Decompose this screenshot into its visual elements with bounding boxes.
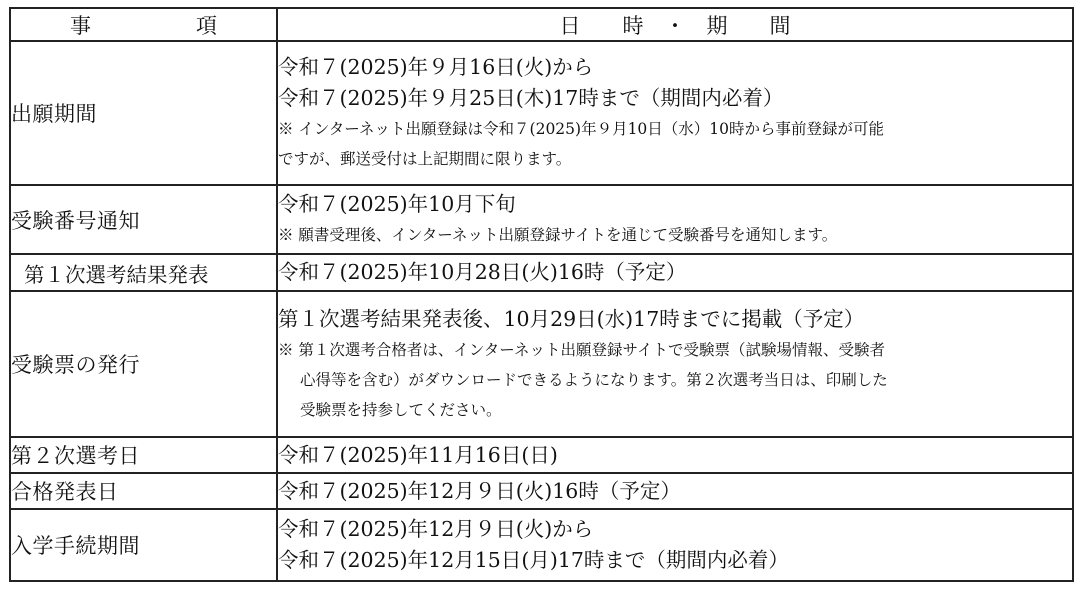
row-content xyxy=(277,473,1073,509)
table-row xyxy=(10,185,1073,254)
table-row xyxy=(10,437,1073,473)
table-row xyxy=(10,291,1073,437)
row-content xyxy=(277,437,1073,473)
row-content xyxy=(277,254,1073,291)
row-content xyxy=(277,41,1073,185)
date-line: 第１次選考結果発表後、10月29日(水)17時までに掲載（予定） xyxy=(278,306,865,331)
row-label: 受験票の発行 xyxy=(10,291,277,437)
note-text: ですが、郵送受付は上記期間に限ります。 xyxy=(278,150,572,168)
date-line: 令和７(2025)年12月９日(火)から xyxy=(278,517,594,541)
note-text: ※ インターネット出願登録は令和７(2025)年９月10日（水）10時から事前登録が可能 xyxy=(278,120,885,138)
row-content xyxy=(277,291,1073,437)
date-line: 令和７(2025)年９月16日(火)から xyxy=(278,55,594,79)
table-row xyxy=(10,41,1073,185)
date-line: 令和７(2025)年10月下旬 xyxy=(278,192,516,216)
row-label: 合格発表日 xyxy=(10,473,277,509)
table-row xyxy=(10,509,1073,581)
table-row xyxy=(10,473,1073,509)
row-label: 受験番号通知 xyxy=(10,185,277,254)
row-label: 出願期間 xyxy=(10,41,277,185)
row-label: 入学手続期間 xyxy=(10,509,277,581)
header-item: 事 項 xyxy=(10,8,277,41)
date-line: 令和７(2025)年12月15日(月)17時まで（期間内必着） xyxy=(278,548,789,572)
note-text: 心得等を含む）がダウンロードできるようになります。第２次選考当日は、印刷した xyxy=(300,370,888,389)
note-text: ※ 第１次選考合格者は、インターネット出願登録サイトで受験票（試験場情報、受験者 xyxy=(278,340,885,359)
row-content xyxy=(277,185,1073,254)
date-line: 令和７(2025)年12月９日(火)16時（予定） xyxy=(278,478,681,503)
row-label: 第１次選考結果発表 xyxy=(10,254,277,291)
table-row xyxy=(10,254,1073,291)
date-line: 令和７(2025)年11月16日(日) xyxy=(278,442,558,467)
note-text: ※ 願書受理後、インターネット出願登録サイトを通じて受験番号を通知します。 xyxy=(278,226,838,244)
table-header-row xyxy=(10,8,1073,41)
note-text: 受験票を持参してください。 xyxy=(300,400,502,419)
date-line: 令和７(2025)年10月28日(火)16時（予定） xyxy=(278,260,687,284)
schedule-table xyxy=(9,7,1074,582)
row-content xyxy=(277,509,1073,581)
row-label: 第２次選考日 xyxy=(10,437,277,473)
header-period: 日 時 ・ 期 間 xyxy=(277,8,1073,41)
date-line: 令和７(2025)年９月25日(木)17時まで（期間内必着） xyxy=(278,86,784,110)
